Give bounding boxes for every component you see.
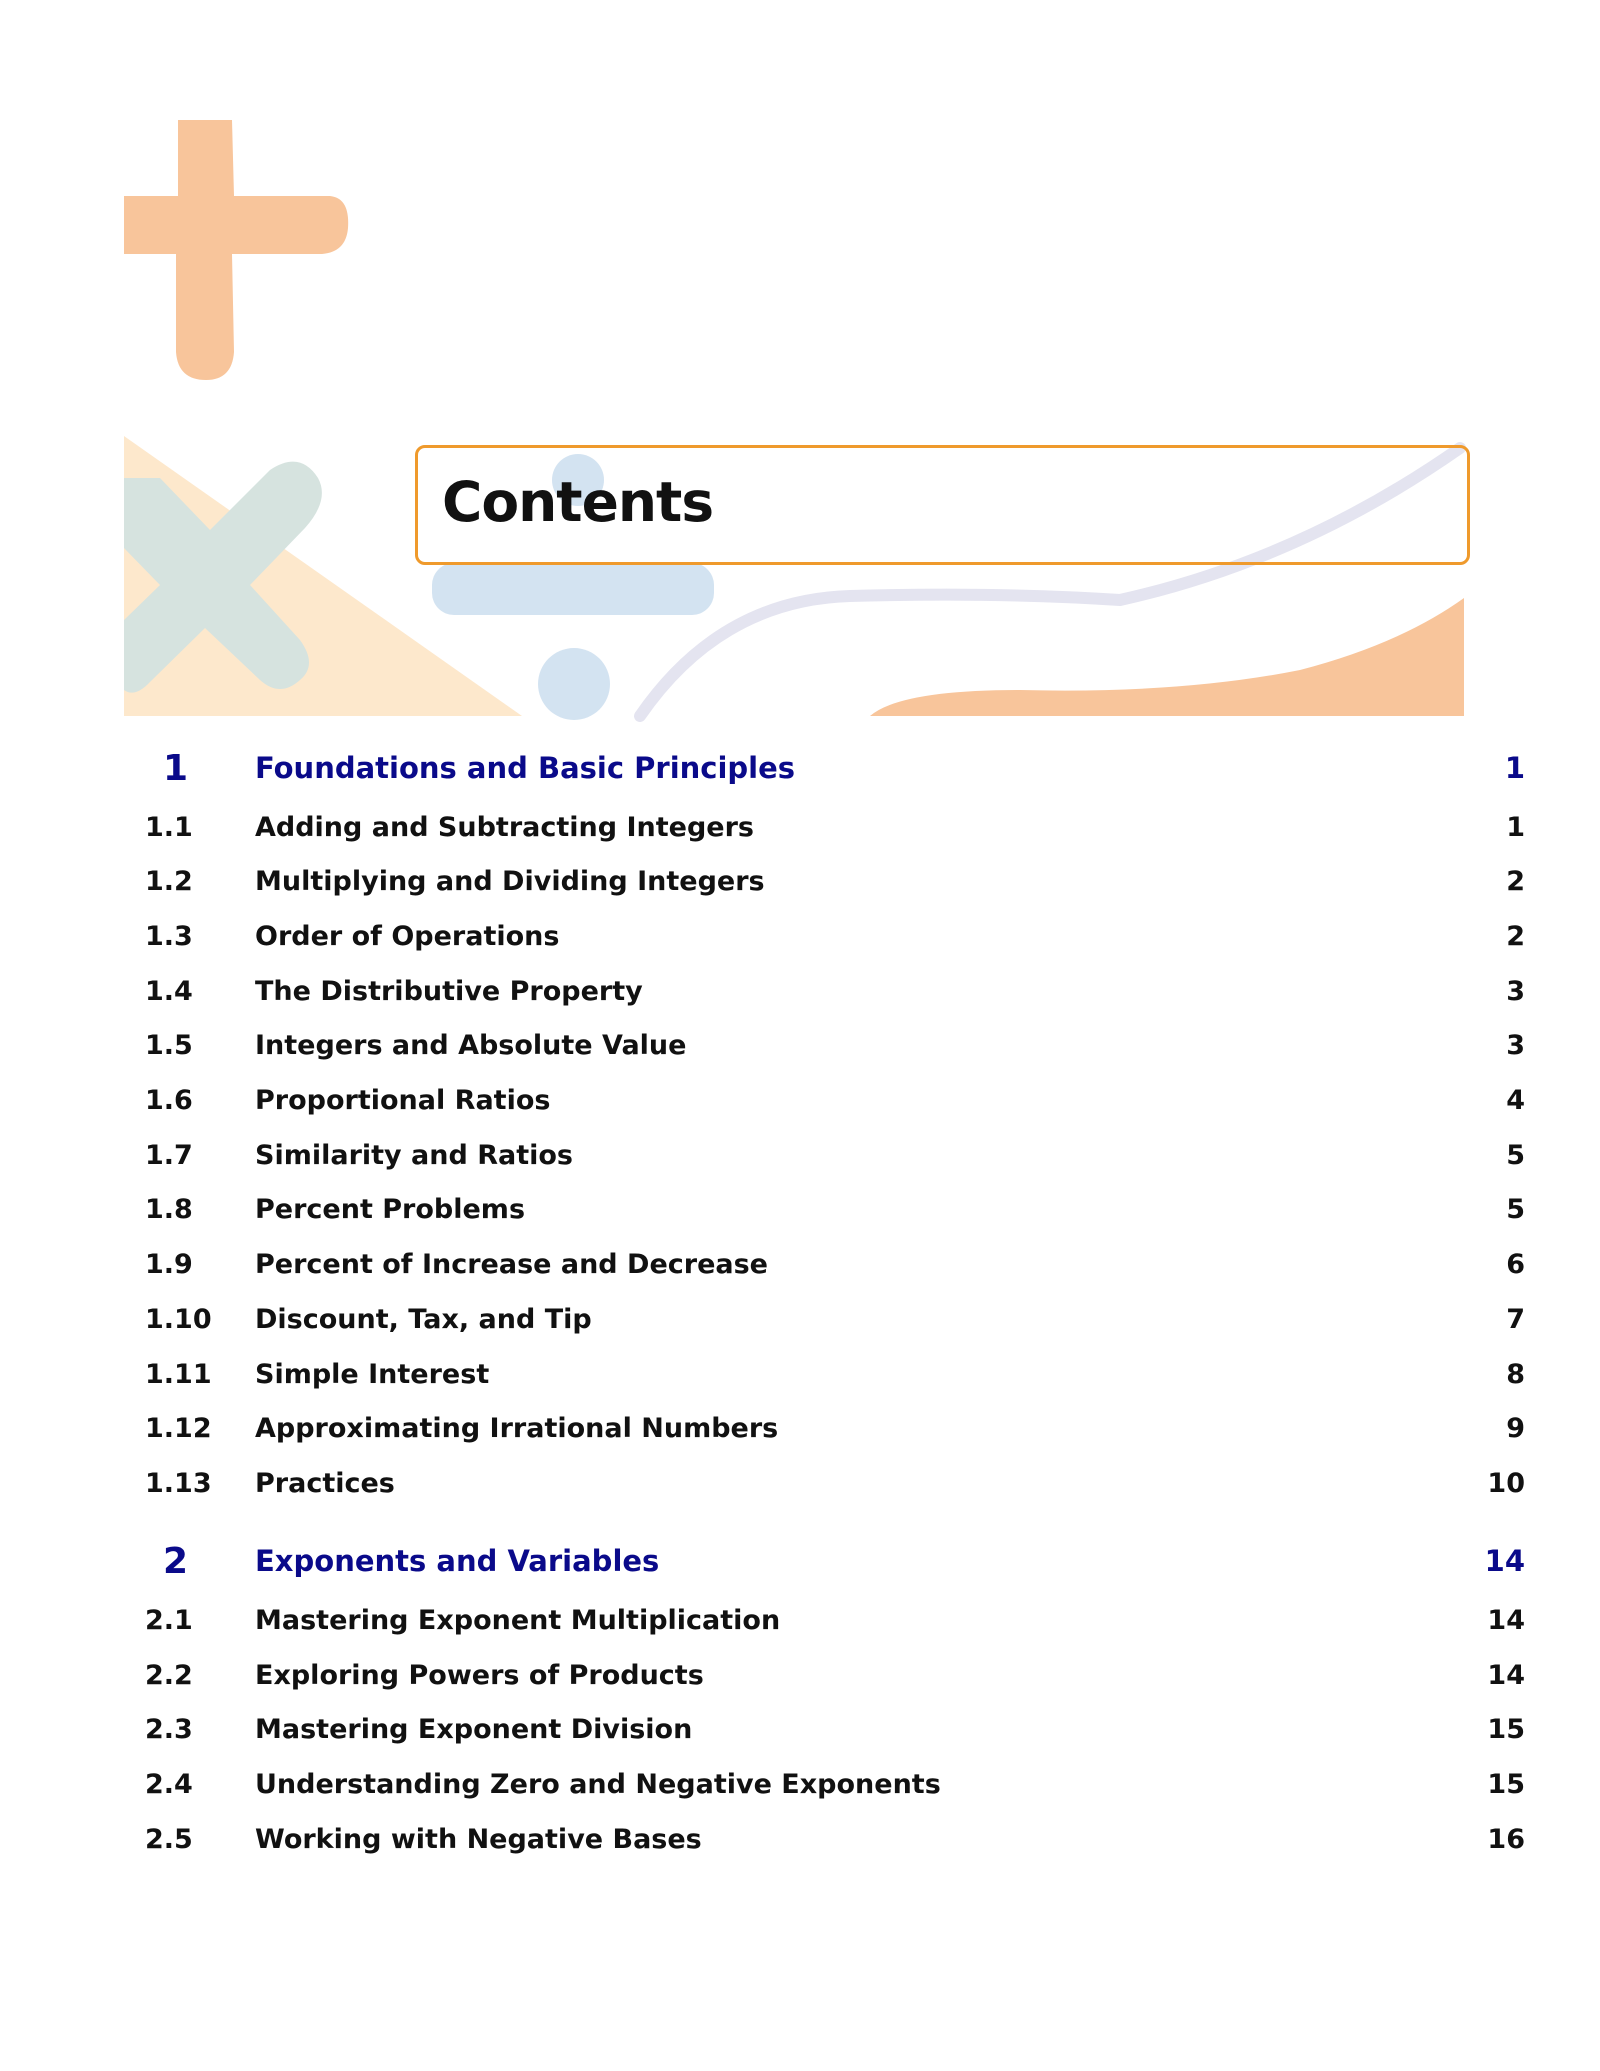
- toc-entry-page-number[interactable]: 7: [1506, 1303, 1525, 1335]
- toc-entry-title[interactable]: Exponents and Variables: [255, 1544, 660, 1579]
- toc-entry-number: 1.8: [145, 1194, 193, 1226]
- toc-entry-page-number[interactable]: 9: [1506, 1413, 1525, 1445]
- toc-entry-number: 1.2: [145, 866, 193, 898]
- toc-entry-number: 1.10: [145, 1303, 212, 1335]
- toc-section-row[interactable]: [145, 1765, 1525, 1805]
- toc-entry-title[interactable]: Simple Interest: [255, 1358, 490, 1390]
- toc-entry-number: 1.7: [145, 1139, 193, 1171]
- toc-entry-page-number[interactable]: 2: [1506, 866, 1525, 898]
- toc-entry-page-number[interactable]: 14: [1487, 1604, 1525, 1636]
- toc-entry-number: 1.12: [145, 1413, 212, 1445]
- toc-entry-number: 1.4: [145, 975, 193, 1007]
- toc-section-row[interactable]: [145, 1081, 1525, 1121]
- toc-entry-number: 2.3: [145, 1714, 193, 1746]
- toc-dot-leader: [501, 1354, 1489, 1394]
- toc-dot-leader: [698, 1026, 1489, 1066]
- toc-section-row[interactable]: [145, 916, 1525, 956]
- toc-section-row[interactable]: [145, 1354, 1525, 1394]
- toc-entry-page-number[interactable]: 1: [1506, 811, 1525, 843]
- toc-dot-leader: [807, 748, 1489, 788]
- toc-section-row[interactable]: [145, 1026, 1525, 1066]
- toc-entry-page-number[interactable]: 10: [1487, 1467, 1525, 1499]
- toc-entry-page-number[interactable]: 4: [1506, 1085, 1525, 1116]
- toc-section-row[interactable]: [145, 971, 1525, 1011]
- toc-entry-title[interactable]: Discount, Tax, and Tip: [255, 1303, 592, 1335]
- toc-entry-title[interactable]: Working with Negative Bases: [255, 1823, 702, 1855]
- toc-entry-title[interactable]: Percent of Increase and Decrease: [255, 1249, 768, 1281]
- toc-section-row[interactable]: [145, 1190, 1525, 1230]
- toc-entry-title[interactable]: Foundations and Basic Principles: [255, 751, 796, 785]
- toc-entry-title[interactable]: Approximating Irrational Numbers: [255, 1413, 779, 1445]
- toc-entry-page-number[interactable]: 3: [1506, 1030, 1525, 1062]
- toc-dot-leader: [604, 1299, 1489, 1339]
- toc-section-row[interactable]: [145, 1600, 1525, 1640]
- toc-entry-title[interactable]: Multiplying and Dividing Integers: [255, 866, 765, 898]
- toc-section-row[interactable]: [145, 1655, 1525, 1695]
- toc-section-row[interactable]: [145, 1819, 1525, 1859]
- toc-dot-leader: [953, 1765, 1474, 1805]
- toc-section-row[interactable]: [145, 862, 1525, 902]
- toc-entry-page-number[interactable]: 6: [1506, 1249, 1525, 1281]
- toc-dot-leader: [792, 1600, 1473, 1640]
- toc-entry-title[interactable]: Integers and Absolute Value: [255, 1030, 687, 1062]
- toc-entry-title[interactable]: Proportional Ratios: [255, 1085, 551, 1116]
- toc-entry-number: 2: [163, 1540, 189, 1582]
- toc-entry-page-number[interactable]: 5: [1506, 1139, 1525, 1171]
- toc-entry-title[interactable]: Exploring Powers of Products: [255, 1659, 704, 1691]
- toc-section-row[interactable]: [145, 1245, 1525, 1285]
- toc-section-row[interactable]: [145, 1299, 1525, 1339]
- page-title: Contents: [442, 470, 714, 534]
- toc-entry-number: 2.1: [145, 1604, 193, 1636]
- toc-entry-title[interactable]: Mastering Exponent Division: [255, 1714, 693, 1746]
- toc-dot-leader: [537, 1190, 1489, 1230]
- toc-entry-page-number[interactable]: 14: [1487, 1659, 1525, 1691]
- toc-dot-leader: [777, 862, 1489, 902]
- toc-entry-title[interactable]: Understanding Zero and Negative Exponents: [255, 1769, 941, 1800]
- toc-entry-page-number[interactable]: 8: [1506, 1358, 1525, 1390]
- toc-entry-title[interactable]: Adding and Subtracting Integers: [255, 811, 754, 843]
- toc-section-row[interactable]: [145, 1409, 1525, 1449]
- toc-dot-leader: [714, 1819, 1474, 1859]
- toc-entry-number: 2.4: [145, 1769, 193, 1800]
- toc-dot-leader: [790, 1409, 1489, 1449]
- toc-dot-leader: [571, 916, 1489, 956]
- toc-dot-leader: [766, 807, 1489, 847]
- toc-dot-leader: [716, 1655, 1474, 1695]
- toc-entry-number: 1.1: [145, 811, 193, 843]
- toc-section-row[interactable]: [145, 1463, 1525, 1503]
- toc-entry-page-number[interactable]: 3: [1506, 975, 1525, 1007]
- toc-dot-leader: [671, 1541, 1470, 1581]
- toc-chapter-row[interactable]: [145, 1541, 1525, 1581]
- toc-dot-leader: [704, 1710, 1473, 1750]
- toc-entry-title[interactable]: Practices: [255, 1467, 395, 1499]
- toc-dot-leader: [407, 1463, 1474, 1503]
- toc-entry-title[interactable]: Percent Problems: [255, 1194, 526, 1226]
- toc-dot-leader: [585, 1135, 1489, 1175]
- toc-entry-title[interactable]: Order of Operations: [255, 920, 560, 952]
- toc-entry-number: 1: [163, 747, 189, 789]
- toc-entry-title[interactable]: The Distributive Property: [255, 975, 643, 1007]
- toc-entry-page-number[interactable]: 5: [1506, 1194, 1525, 1226]
- toc-entry-page-number[interactable]: 14: [1484, 1544, 1525, 1579]
- toc-entry-number: 1.6: [145, 1085, 193, 1116]
- toc-entry-title[interactable]: Similarity and Ratios: [255, 1139, 574, 1171]
- toc-entry-page-number[interactable]: 15: [1487, 1714, 1525, 1746]
- toc-section-row[interactable]: [145, 1710, 1525, 1750]
- toc-entry-number: 1.3: [145, 920, 193, 952]
- toc-entry-number: 2.5: [145, 1823, 193, 1855]
- toc-dot-leader: [562, 1081, 1489, 1121]
- toc-chapter-row[interactable]: [145, 748, 1525, 788]
- toc-dot-leader: [655, 971, 1489, 1011]
- toc-entry-page-number[interactable]: 16: [1487, 1823, 1525, 1855]
- toc-section-row[interactable]: [145, 1135, 1525, 1175]
- toc-entry-number: 1.9: [145, 1249, 193, 1281]
- toc-entry-number: 1.13: [145, 1467, 212, 1499]
- toc-section-row[interactable]: [145, 807, 1525, 847]
- toc-entry-page-number[interactable]: 2: [1506, 920, 1525, 952]
- toc-entry-page-number[interactable]: 15: [1487, 1769, 1525, 1800]
- toc-dot-leader: [780, 1245, 1489, 1285]
- toc-entry-number: 1.11: [145, 1358, 212, 1390]
- toc-entry-page-number[interactable]: 1: [1504, 751, 1525, 785]
- toc-entry-number: 1.5: [145, 1030, 193, 1062]
- toc-entry-number: 2.2: [145, 1659, 193, 1691]
- toc-entry-title[interactable]: Mastering Exponent Multiplication: [255, 1604, 781, 1636]
